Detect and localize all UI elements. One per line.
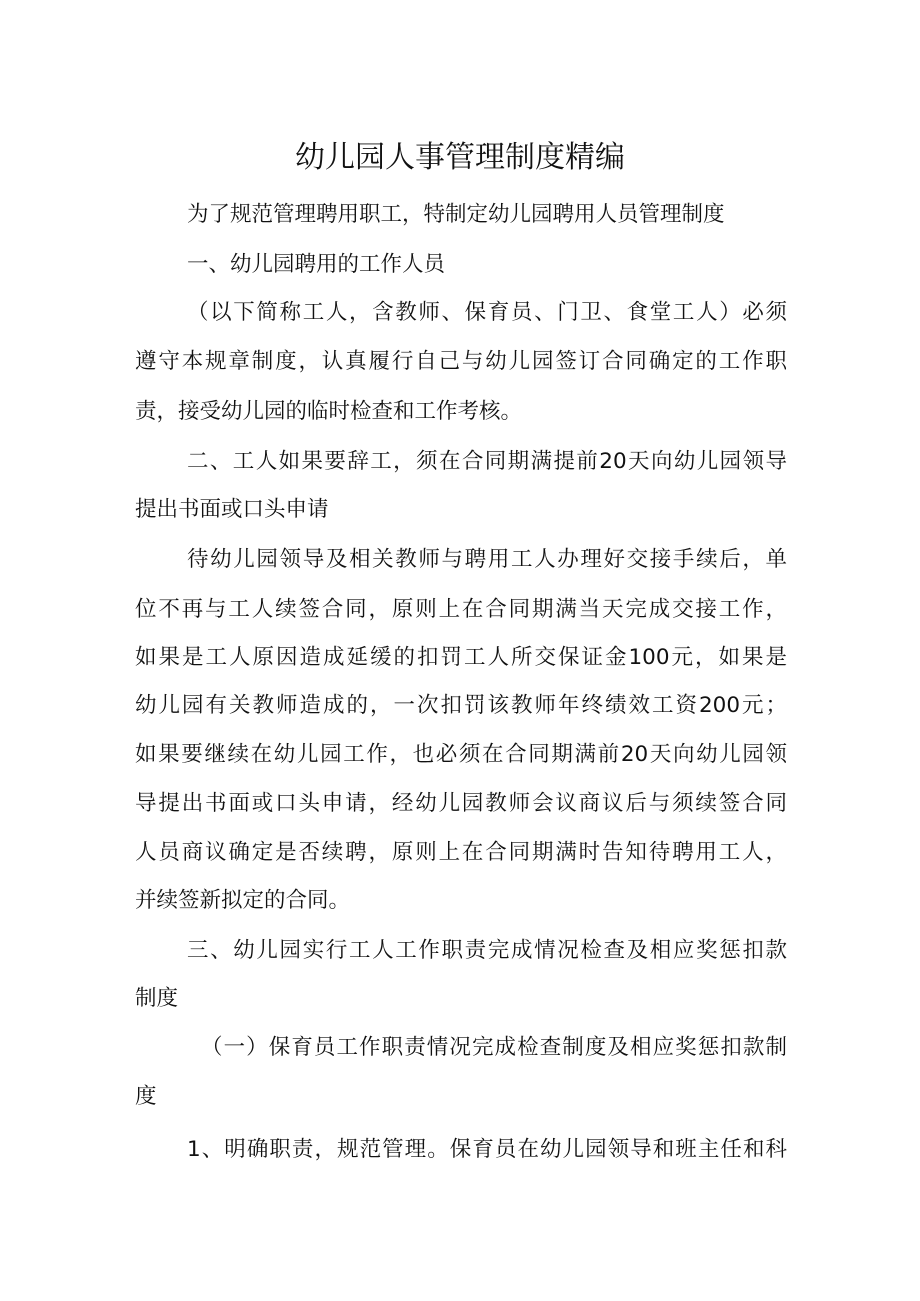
section1-heading: 一、幼儿园聘用的工作人员 (187, 252, 446, 277)
intro-paragraph: 为了规范管理聘用职工，特制定幼儿园聘用人员管理制度 (187, 202, 725, 227)
section2-para-line-5: 如果要继续在幼儿园工作，也必须在合同期满前20天向幼儿园领 (135, 742, 787, 767)
subsection1-heading-line-1: （一）保育员工作职责情况完成检查制度及相应奖惩扣款制 (201, 1035, 787, 1060)
subsection1-heading-line-2: 度 (135, 1084, 157, 1109)
section1-line-1: （以下简称工人，含教师、保育员、门卫、食堂工人）必须 (187, 300, 787, 325)
section2-para-line-7: 人员商议确定是否续聘，原则上在合同期满时告知待聘用工人， (135, 840, 787, 865)
section3-heading-line-1: 三、幼儿园实行工人工作职责完成情况检查及相应奖惩扣款 (187, 938, 787, 963)
section2-para-line-4: 幼儿园有关教师造成的，一次扣罚该教师年终绩效工资200元； (135, 693, 787, 718)
section2-para-line-3: 如果是工人原因造成延缓的扣罚工人所交保证金100元，如果是 (135, 645, 787, 670)
document-title: 幼儿园人事管理制度精编 (295, 140, 625, 175)
section2-heading-line-1: 二、工人如果要辞工，须在合同期满提前20天向幼儿园领导 (187, 449, 787, 474)
section2-para-line-6: 导提出书面或口头申请，经幼儿园教师会议商议后与须续签合同 (135, 791, 787, 816)
item1-line: 1、明确职责，规范管理。保育员在幼儿园领导和班主任和科 (187, 1137, 787, 1162)
section2-heading-line-2: 提出书面或口头申请 (135, 497, 329, 522)
section2-para-line-8: 并续签新拟定的合同。 (135, 888, 351, 913)
section2-para-line-2: 位不再与工人续签合同，原则上在合同期满当天完成交接工作， (135, 597, 787, 622)
section1-line-3: 责，接受幼儿园的临时检查和工作考核。 (135, 399, 523, 424)
section1-line-2: 遵守本规章制度，认真履行自己与幼儿园签订合同确定的工作职 (135, 349, 787, 374)
section3-heading-line-2: 制度 (135, 986, 179, 1011)
section2-para-line-1: 待幼儿园领导及相关教师与聘用工人办理好交接手续后，单 (187, 547, 787, 572)
